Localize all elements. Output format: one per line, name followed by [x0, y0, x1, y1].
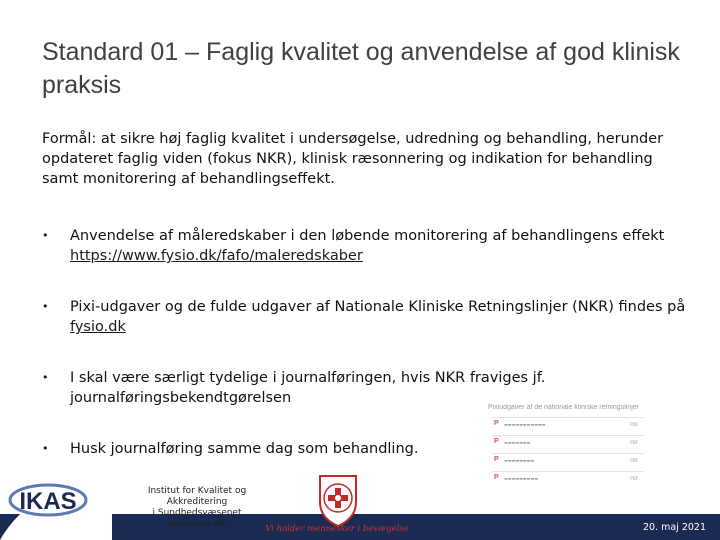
- bullet-text: Anvendelse af måleredskaber i den løbende monitorering af behandlingens effekt: [70, 228, 665, 244]
- bullet-text: I skal være særligt tydelige i journalføringen, hvis NKR fraviges jf. journalføringsbekendtgørelsen: [70, 370, 546, 406]
- nkr-thumbnail: [486, 404, 650, 494]
- slide-title: Standard 01 – Faglig kvalitet og anvendelse af god klinisk praksis: [42, 38, 680, 99]
- bullet-icon: •: [42, 371, 49, 384]
- pdf-label: PDF: [630, 476, 638, 481]
- pdf-label: PDF: [630, 422, 638, 427]
- ikas-logo-text: IKAS: [19, 488, 77, 515]
- bullet-icon: •: [42, 442, 49, 455]
- ikas-website: www.ikas.dk: [169, 519, 225, 529]
- pixi-icon: P: [494, 438, 499, 445]
- pdf-label: PDF: [630, 458, 638, 463]
- bullet-item: [42, 297, 692, 337]
- fysio-link[interactable]: fysio.dk: [70, 319, 126, 335]
- ikas-address: [122, 486, 272, 530]
- ikas-line-2: i Sundhedsvæsenet: [152, 508, 242, 518]
- maleredskaber-link[interactable]: https://www.fysio.dk/fafo/maleredskaber: [70, 248, 363, 264]
- pixi-icon: P: [494, 474, 499, 481]
- ikas-line-1: Institut for Kvalitet og Akkreditering: [147, 486, 247, 507]
- bullet-item: [42, 368, 692, 408]
- pixi-icon: P: [494, 456, 499, 463]
- pdf-label: PDF: [630, 440, 638, 445]
- bullet-icon: •: [42, 229, 49, 242]
- ikas-logo: [0, 470, 112, 540]
- bullet-icon: •: [42, 300, 49, 313]
- slide-date: 20. maj 2021: [642, 522, 706, 533]
- purpose-paragraph: Formål: at sikre høj faglig kvalitet i undersøgelse, udredning og behandling, herunder opdateret faglig viden (fokus NKR), klinisk ræsonnering og indikation for behandling samt monitorering af behandlingseffekt.: [42, 131, 664, 187]
- bullet-text: Husk journalføring samme dag som behandling.: [70, 441, 419, 457]
- bullet-item: [42, 226, 692, 266]
- thumbnail-row: P ▬▬▬▬▬▬▬▬▬▬▬ PDF: [492, 417, 644, 433]
- thumbnail-row: P ▬▬▬▬▬▬▬ PDF: [492, 435, 644, 451]
- thumbnail-row: P ▬▬▬▬▬▬▬▬▬ PDF: [492, 471, 644, 487]
- thumbnail-row: P ▬▬▬▬▬▬▬▬ PDF: [492, 453, 644, 469]
- bullet-text: Pixi-udgaver og de fulde udgaver af Nationale Kliniske Retningslinjer (NKR) findes på: [70, 299, 686, 315]
- thumbnail-title: Pixiudgaver af de nationale kliniske retningslinjer: [488, 404, 639, 411]
- tagline: Vi holder mennesker i bevægelse: [265, 524, 409, 534]
- pixi-icon: P: [494, 420, 499, 427]
- danske-fysioterapeuter-logo: [310, 472, 366, 528]
